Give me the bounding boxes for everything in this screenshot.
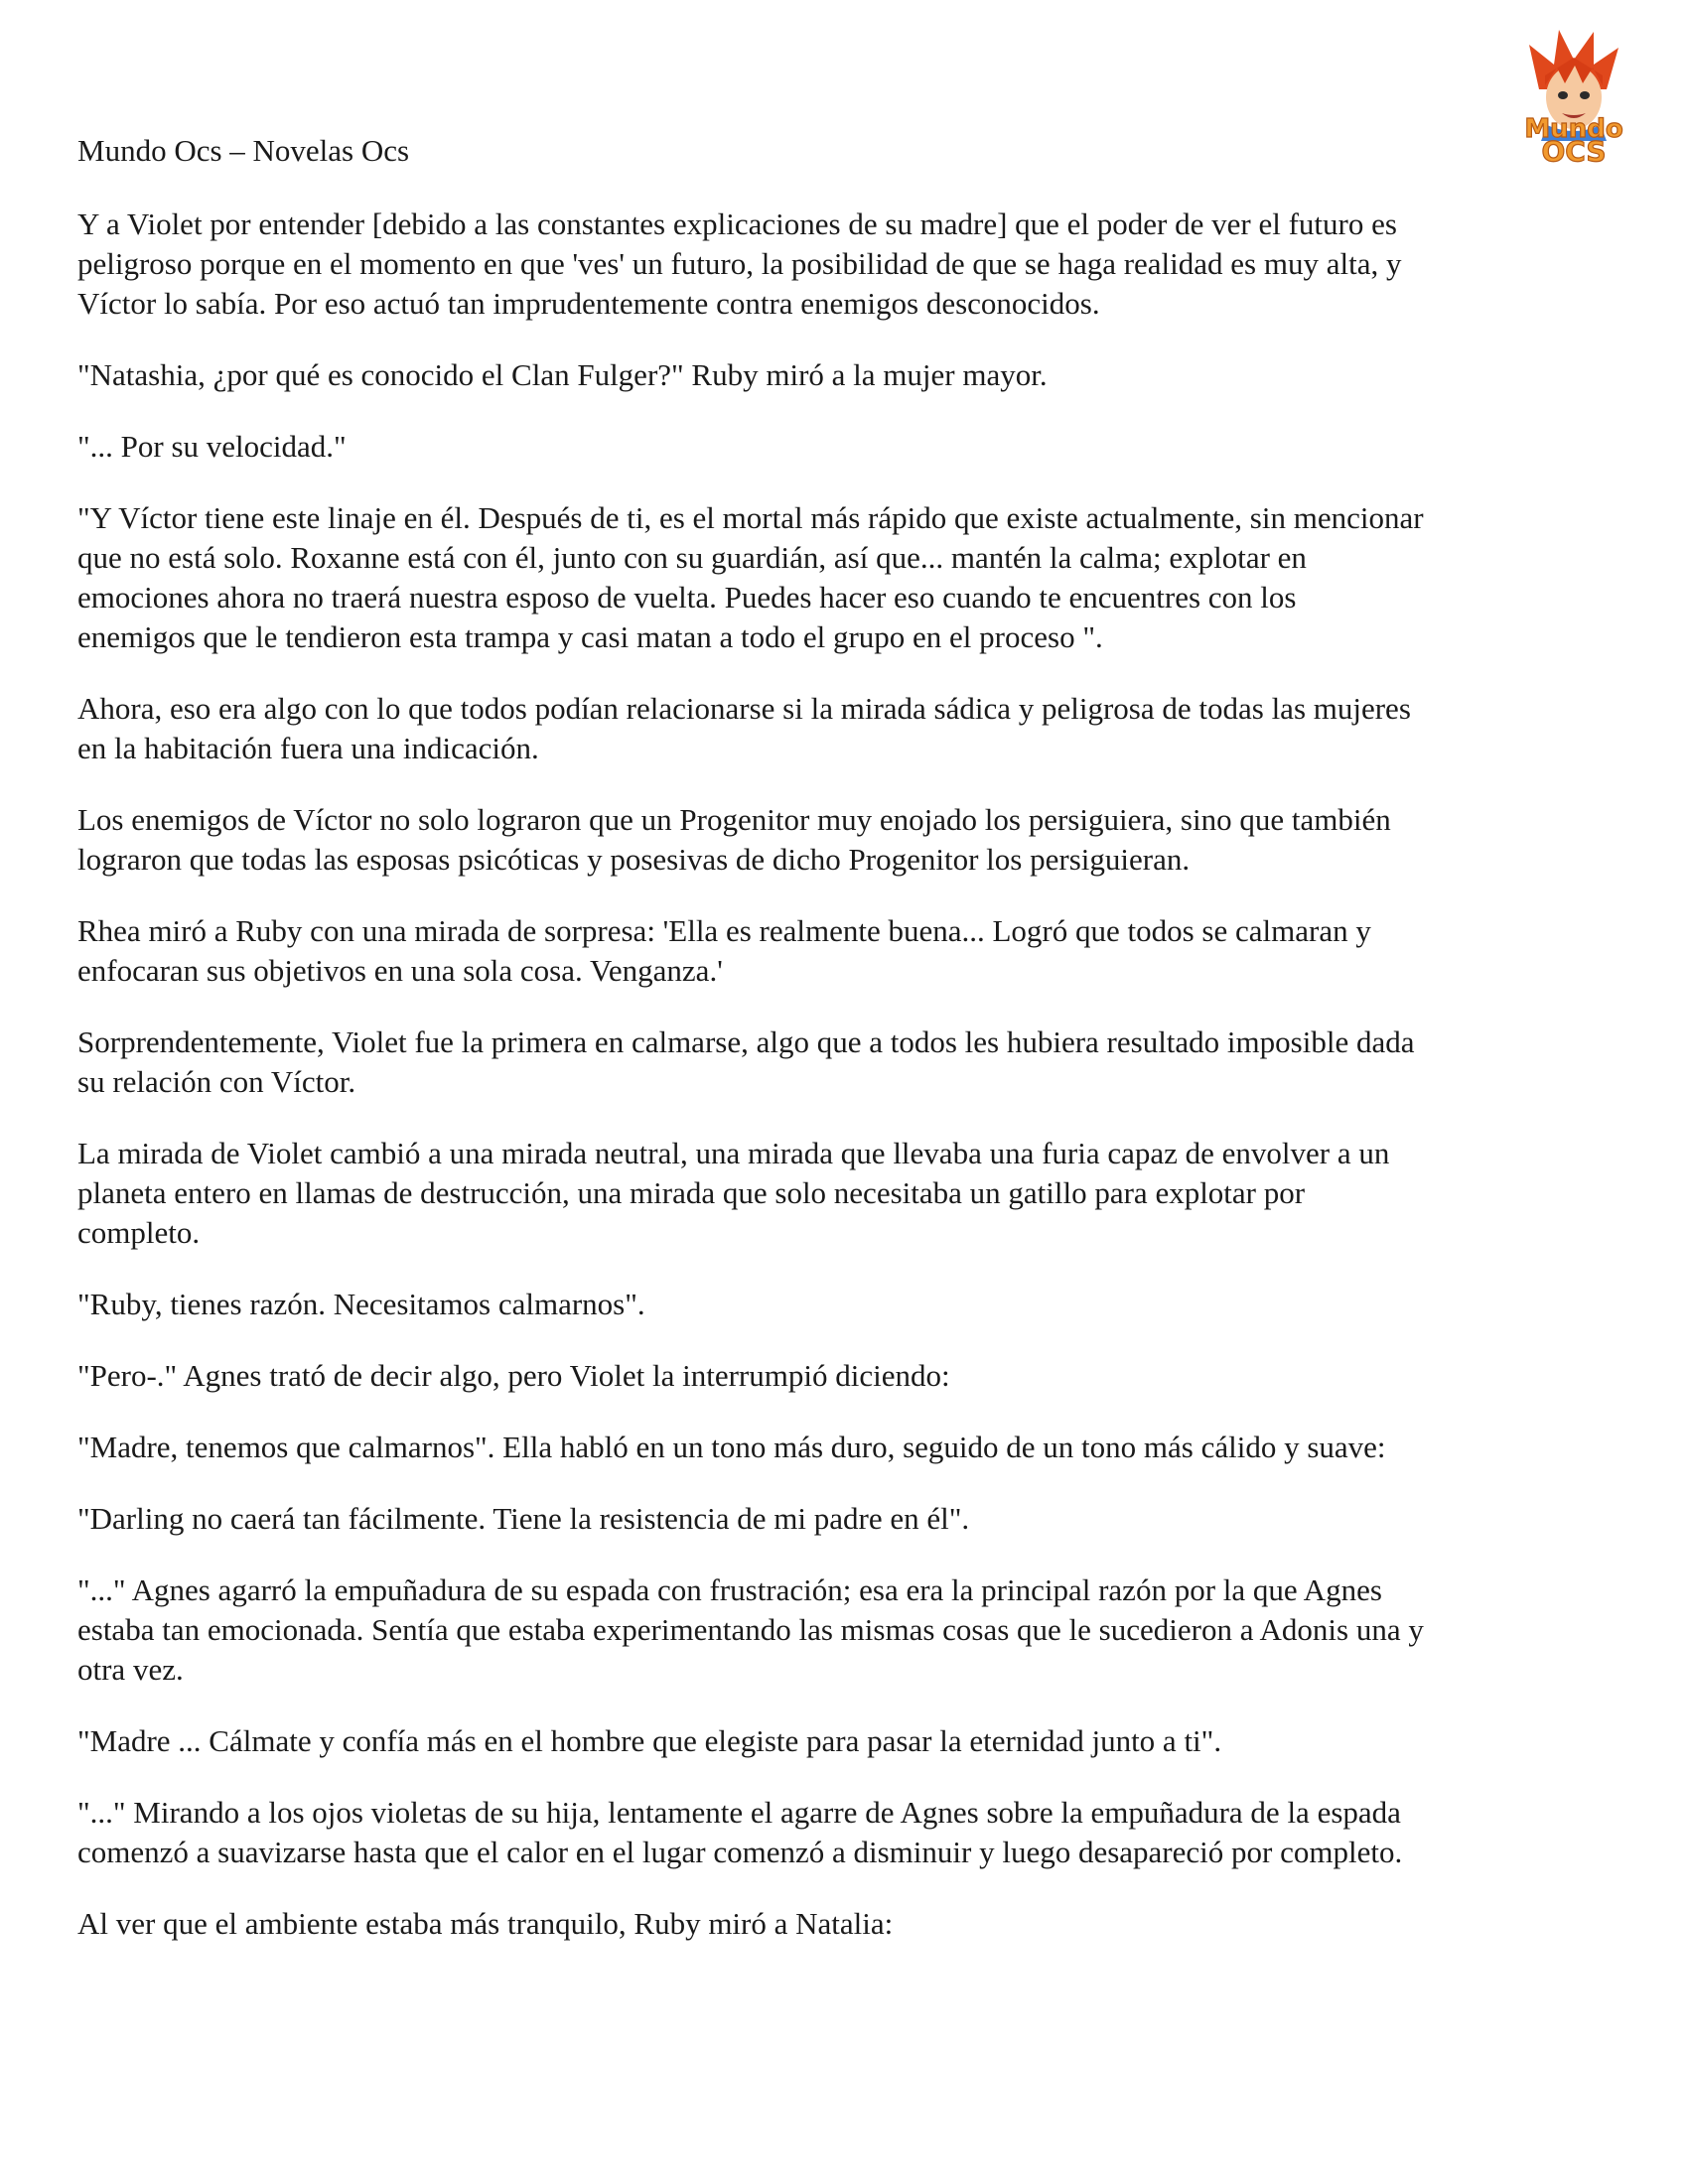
paragraph: Los enemigos de Víctor no solo lograron que un Progenitor muy enojado los persiguiera, sino que también lograron que todas las esposas psicóticas y posesivas de dicho Progenitor los persiguieran. [77,802,1391,877]
mascot-logo-icon [1499,20,1648,169]
paragraph: Ahora, eso era algo con lo que todos podían relacionarse si la mirada sádica y peligrosa de todas las mujeres en la habitación fuera una indicación. [77,691,1411,765]
paragraph: Y a Violet por entender [debido a las constantes explicaciones de su madre] que el poder de ver el futuro es peligroso porque en el momento en que 'ves' un futuro, la posibilidad de que se haga realidad es muy alta, y Víctor lo sabía. Por eso actuó tan imprudentemente contra enemigos desconocidos. [77,206,1402,321]
mundo-ocs-logo [1499,20,1648,169]
paragraph: La mirada de Violet cambió a una mirada neutral, una mirada que llevaba una furia capaz de envolver a un planeta entero en llamas de destrucción, una mirada que solo necesitaba un gatillo para explotar por completo. [77,1136,1390,1250]
body-text [77,205,1626,1976]
logo-text-line1: Mundo [1524,114,1623,144]
paragraph: Sorprendentemente, Violet fue la primera en calmarse, algo que a todos les hubiera resultado imposible dada su relación con Víctor. [77,1024,1415,1099]
paragraph: "Pero-." Agnes trató de decir algo, pero Violet la interrumpió diciendo: [77,1358,950,1393]
paragraph: "..." Mirando a los ojos violetas de su hija, lentamente el agarre de Agnes sobre la empuñadura de la espada comenzó a suavizarse hasta que el calor en el lugar comenzó a disminuir y luego desapareció por completo. [77,1795,1403,1869]
paragraph: "Ruby, tienes razón. Necesitamos calmarnos". [77,1287,645,1321]
paragraph: "..." Agnes agarró la empuñadura de su espada con frustración; esa era la principal razón por la que Agnes estaba tan emocionada. Sentía que estaba experimentando las mismas cosas que le sucedieron a Adonis una y otra vez. [77,1572,1424,1687]
logo-text-line2: OCS [1541,135,1607,168]
paragraph: Rhea miró a Ruby con una mirada de sorpresa: 'Ella es realmente buena... Logró que todos se calmaran y enfocaran sus objetivos en una sola cosa. Venganza.' [77,913,1371,988]
paragraph: "Y Víctor tiene este linaje en él. Después de ti, es el mortal más rápido que existe actualmente, sin mencionar que no está solo. Roxanne está con él, junto con su guardián, así que... mantén la calma; explotar en emociones ahora no traerá nuestra esposo de vuelta. Puedes hacer eso cuando te encuentres con los enemigos que le tendieron esta trampa y casi matan a todo el grupo en el proceso ". [77,500,1424,654]
paragraph: Al ver que el ambiente estaba más tranquilo, Ruby miró a Natalia: [77,1906,894,1941]
paragraph: "Madre, tenemos que calmarnos". Ella habló en un tono más duro, seguido de un tono más cálido y suave: [77,1430,1386,1464]
paragraph: "Natashia, ¿por qué es conocido el Clan Fulger?" Ruby miró a la mujer mayor. [77,357,1048,392]
page-header: Mundo Ocs – Novelas Ocs [77,133,410,168]
paragraph: "Madre ... Cálmate y confía más en el hombre que elegiste para pasar la eternidad junto a ti". [77,1723,1222,1758]
paragraph: "Darling no caerá tan fácilmente. Tiene la resistencia de mi padre en él". [77,1501,970,1536]
paragraph: "... Por su velocidad." [77,429,347,464]
